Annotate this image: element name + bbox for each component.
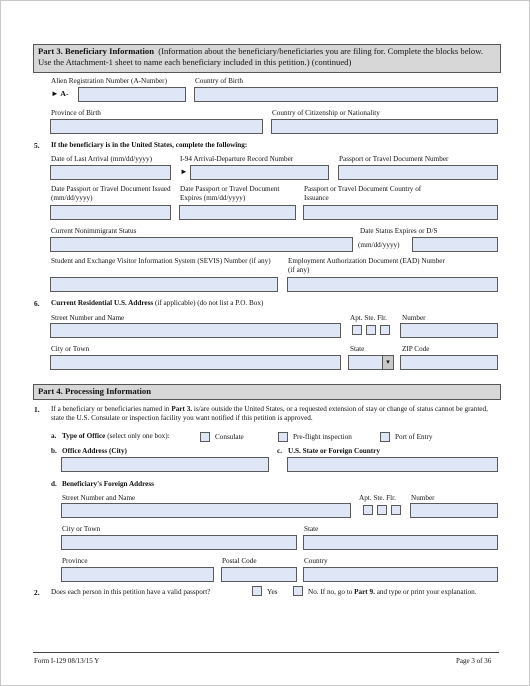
status-expires-format: (mm/dd/yyyy): [358, 241, 400, 249]
q6-text: [51, 299, 263, 308]
foreign-flr-checkbox[interactable]: [391, 505, 401, 515]
state-label: State: [350, 345, 365, 353]
footer-rule: [33, 652, 499, 653]
foreign-city-label: City or Town: [62, 525, 101, 533]
passport-yes-checkbox[interactable]: [252, 586, 262, 596]
passport-no-part-ref: Part 9.: [354, 588, 375, 596]
port-of-entry-label: Port of Entry: [395, 433, 433, 441]
citizenship-label: Country of Citizenship or Nationality: [272, 109, 380, 117]
flr-checkbox[interactable]: [380, 325, 390, 335]
passport-country-label: Passport or Travel Document Country of Issuance: [304, 185, 422, 202]
qa-label-bold: Type of Office: [62, 432, 106, 440]
part3-title: Part 3. Beneficiary Information: [38, 46, 154, 56]
last-arrival-label: Date of Last Arrival (mm/dd/yyyy): [51, 155, 152, 163]
q6-text-bold: Current Residential U.S. Address: [51, 299, 154, 307]
apt-label: Apt. Ste. Flr.: [350, 314, 387, 322]
citizenship-input[interactable]: [271, 119, 498, 134]
qd-letter: d.: [51, 480, 57, 488]
passport-issued-input[interactable]: [50, 205, 171, 220]
passport-number-label: Passport or Travel Document Number: [339, 155, 449, 163]
alien-number-input[interactable]: [78, 87, 186, 102]
postal-code-input[interactable]: [221, 567, 297, 582]
consulate-checkbox[interactable]: [200, 432, 210, 442]
part4-title: Part 4. Processing Information: [38, 386, 151, 396]
province-input[interactable]: [61, 567, 214, 582]
passport-issued-label: Date Passport or Travel Document Issued (mm/dd/yyyy): [51, 185, 171, 202]
apt-checkbox[interactable]: [352, 325, 362, 335]
foreign-ste-checkbox[interactable]: [377, 505, 387, 515]
province-label: Province: [62, 557, 88, 565]
passport-no-text-a: No. If no, go to: [308, 588, 353, 596]
zip-label: ZIP Code: [402, 345, 430, 353]
zip-input[interactable]: [400, 355, 498, 370]
country-input[interactable]: [303, 567, 498, 582]
ead-input[interactable]: [287, 277, 498, 292]
port-of-entry-checkbox[interactable]: [380, 432, 390, 442]
p4-q2-text: Does each person in this petition have a valid passport?: [51, 588, 211, 596]
sevis-label: Student and Exchange Visitor Information System (SEVIS) Number (if any): [51, 257, 271, 265]
foreign-city-input[interactable]: [61, 535, 297, 550]
consulate-label: Consulate: [215, 433, 244, 441]
i94-input[interactable]: [190, 165, 329, 180]
part3-header: [33, 44, 501, 73]
province-of-birth-input[interactable]: [50, 119, 263, 134]
sevis-input[interactable]: [50, 277, 278, 292]
us-state-foreign-label: U.S. State or Foreign Country: [288, 447, 380, 455]
apt-number-input[interactable]: [400, 323, 498, 338]
foreign-street-input[interactable]: [61, 503, 351, 518]
country-of-birth-label: Country of Birth: [195, 77, 243, 85]
passport-no-text-b: and type or print your explanation.: [376, 588, 477, 596]
alien-number-label: Alien Registration Number (A-Number): [51, 77, 167, 85]
street-input[interactable]: [50, 323, 341, 338]
part3-description: (Information about the beneficiary/beneficiaries you are filing for. Complete the blocks below. Use the Attachment-1 sheet to name each beneficiary included in this petition.) (continued): [38, 46, 483, 67]
part4-header: [33, 384, 501, 400]
foreign-apt-checkbox[interactable]: [363, 505, 373, 515]
qb-letter: b.: [51, 447, 57, 455]
office-address-input[interactable]: [61, 457, 269, 472]
passport-no-label: [308, 588, 493, 597]
p4-q1-text-a: If a beneficiary or beneficiaries named in: [51, 405, 170, 413]
foreign-state-label: State: [304, 525, 319, 533]
ste-checkbox[interactable]: [366, 325, 376, 335]
foreign-apt-label: Apt. Ste. Flr.: [359, 494, 396, 502]
a-number-prefix: ► A-: [51, 89, 69, 98]
foreign-state-input[interactable]: [303, 535, 498, 550]
i94-label: I-94 Arrival-Departure Record Number: [180, 155, 294, 163]
p4-q1-text: [51, 405, 499, 423]
chevron-down-icon[interactable]: ▾: [382, 356, 393, 369]
qa-hint: (select only one box):: [107, 432, 170, 440]
p4-q1-part-ref: Part 3.: [171, 405, 193, 413]
preflight-label: Pre-flight inspection: [293, 433, 352, 441]
p4-q1-text-b: is/are outside the United States, or a requested extension of stay or change of status cannot be granted, state the U.S. Consulate or inspection facility you want notified if this petition is approved.: [51, 405, 488, 422]
q5-text: If the beneficiary is in the United States, complete the following:: [51, 141, 248, 149]
preflight-checkbox[interactable]: [278, 432, 288, 442]
q6-text-rest: (if applicable) (do not list a P.O. Box): [154, 299, 264, 307]
form-id: Form I-129 08/13/15 Y: [34, 657, 100, 665]
country-label: Country: [304, 557, 328, 565]
foreign-address-label: Beneficiary's Foreign Address: [62, 480, 154, 488]
number-label: Number: [402, 314, 426, 322]
state-select[interactable]: [348, 355, 394, 370]
province-of-birth-label: Province of Birth: [51, 109, 101, 117]
p4-q2-number: 2.: [34, 588, 40, 597]
qa-label: [62, 432, 170, 441]
q6-number: 6.: [34, 299, 40, 308]
passport-no-checkbox[interactable]: [293, 586, 303, 596]
qa-letter: a.: [51, 432, 57, 440]
city-label: City or Town: [51, 345, 90, 353]
status-expires-label: Date Status Expires or D/S: [360, 227, 438, 235]
passport-number-input[interactable]: [338, 165, 498, 180]
status-expires-input[interactable]: [412, 237, 498, 252]
passport-country-input[interactable]: [303, 205, 498, 220]
country-of-birth-input[interactable]: [194, 87, 498, 102]
foreign-number-input[interactable]: [410, 503, 498, 518]
foreign-street-label: Street Number and Name: [62, 494, 136, 502]
foreign-number-label: Number: [411, 494, 435, 502]
i94-prefix: ►: [180, 167, 188, 176]
street-label: Street Number and Name: [51, 314, 125, 322]
current-status-input[interactable]: [50, 237, 353, 252]
page-number: Page 3 of 36: [456, 657, 492, 665]
passport-yes-label: Yes: [267, 588, 278, 596]
ead-label: Employment Authorization Document (EAD) Number (if any): [288, 257, 445, 274]
postal-code-label: Postal Code: [222, 557, 257, 565]
current-status-label: Current Nonimmigrant Status: [51, 227, 137, 235]
office-address-label: Office Address (City): [62, 447, 127, 455]
q5-number: 5.: [34, 141, 40, 150]
last-arrival-input[interactable]: [50, 165, 171, 180]
qc-letter: c.: [277, 447, 282, 455]
passport-expires-input[interactable]: [179, 205, 296, 220]
us-state-foreign-input[interactable]: [287, 457, 498, 472]
passport-expires-label: Date Passport or Travel Document Expires (mm/dd/yyyy): [180, 185, 280, 202]
city-input[interactable]: [50, 355, 341, 370]
p4-q1-number: 1.: [34, 405, 40, 414]
